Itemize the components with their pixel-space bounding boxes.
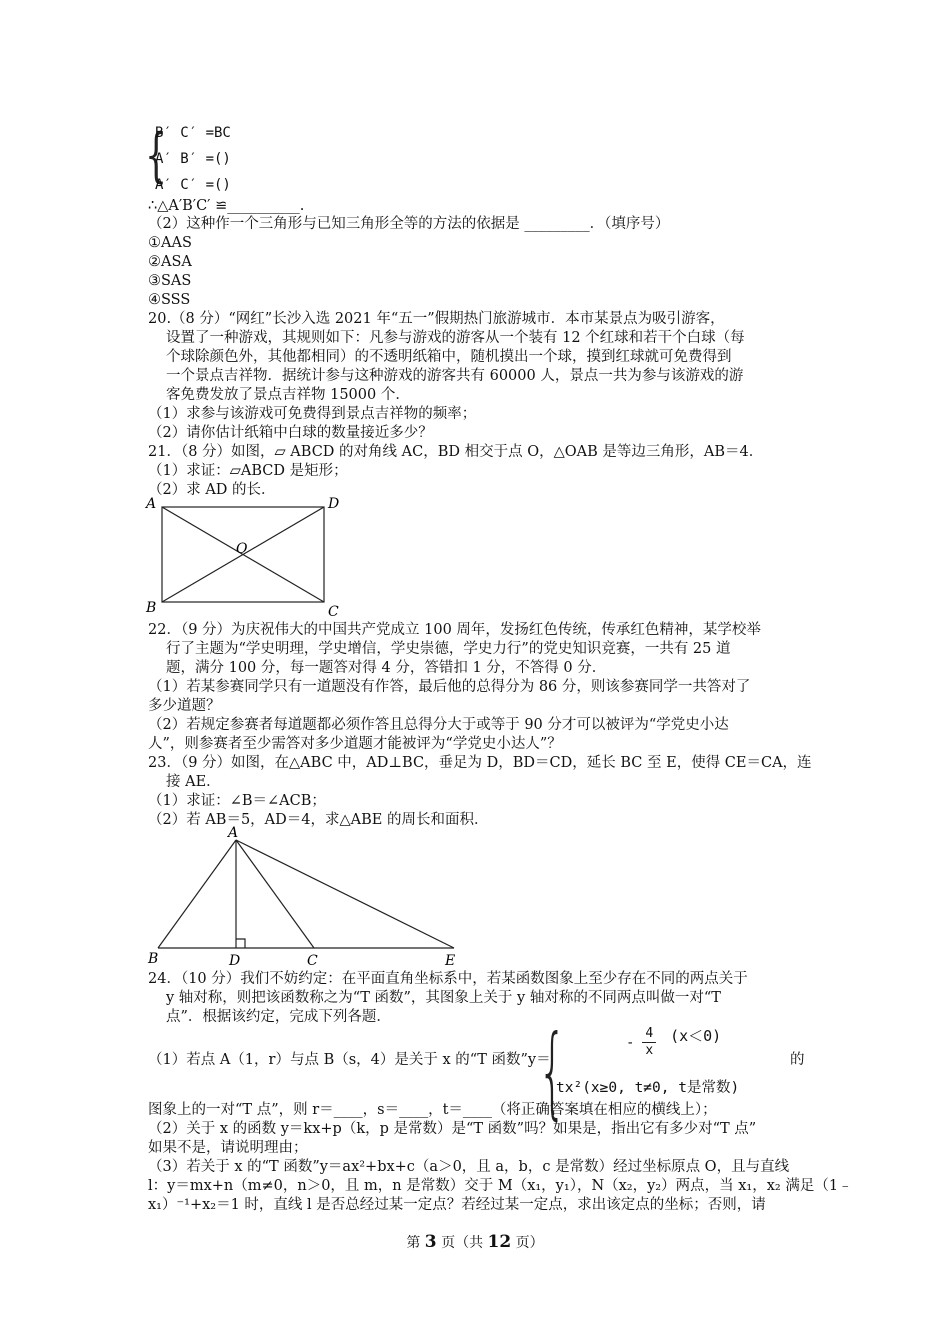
- q20-line-4: 一个景点吉祥物．据统计参与这种游戏的游客共有 60000 人，景点一共为参与该游戏的游: [166, 368, 744, 384]
- q24-part2-b: 如果不是，请说明理由；: [148, 1140, 308, 1156]
- label-d: D: [328, 496, 340, 512]
- label-c: C: [307, 953, 318, 969]
- q24-line-2: y 轴对称，则把该函数称之为“T 函数”，其图象上关于 y 轴对称的不同两点叫做一对“T: [166, 990, 721, 1006]
- q24-part1-a: （1）若点 A（1，r）与点 B（s，4）是关于 x 的“T 函数”y＝: [148, 1052, 551, 1068]
- system-line-2: A′ B′ =(): [155, 151, 231, 167]
- footer-page-number: 3: [424, 1232, 437, 1252]
- system-brace: {: [145, 121, 168, 189]
- label-b: B: [146, 600, 157, 616]
- q23-part2: （2）若 AB＝5，AD＝4，求△ABE 的周长和面积．: [148, 812, 489, 828]
- q22-part1-b: 多少道题？: [148, 698, 221, 714]
- option-2: ②ASA: [148, 254, 192, 270]
- case-2: tx²(x≥0, t≠0, t是常数): [556, 1080, 740, 1096]
- side-ae: [236, 840, 454, 948]
- label-o: O: [236, 541, 248, 557]
- q19-part2: （2）这种作一个三角形与已知三角形全等的方法的依据是 _________．（填序号）: [148, 216, 670, 232]
- q20-part1: （1）求参与该游戏可免费得到景点吉祥物的频率；: [148, 406, 477, 422]
- label-d: D: [229, 953, 241, 969]
- footer-total-pages: 12: [487, 1232, 512, 1252]
- label-a: A: [146, 496, 157, 512]
- q23-part1: （1）求证：∠B＝∠ACB；: [148, 793, 326, 809]
- q20-line-3: 个球除颜色外，其他都相同）的不透明纸箱中，随机摸出一个球，摸到红球就可免费得到: [166, 349, 732, 365]
- q24-part3-a: （3）若关于 x 的“T 函数”y＝ax²+bx+c（a＞0，且 a，b，c 是常数）经过坐标原点 O，且与直线: [148, 1159, 790, 1175]
- q22-line-2: 行了主题为“学史明理，学史增信，学史崇德，学史力行”的党史知识竞赛，一共有 25 道: [166, 641, 731, 657]
- q22-part1-a: （1）若某参赛同学只有一道题没有作答，最后他的总得分为 86 分，则该参赛同学一共答对了: [148, 679, 751, 695]
- q22-part2-b: 人”，则参赛者至少需答对多少道题才能被评为“学党史小达人”？: [148, 736, 562, 752]
- footer-pre: 第: [406, 1235, 425, 1251]
- option-1: ①AAS: [148, 235, 192, 251]
- q23-line-2: 接 AE．: [166, 774, 221, 790]
- footer-mid: 页（共: [436, 1235, 488, 1251]
- case-1: - $\frac{4}{x}$ (x＜0): [626, 1026, 722, 1058]
- q24-line-3: 点”．根据该约定，完成下列各题．: [166, 1009, 391, 1025]
- rectangle-figure: [140, 492, 350, 620]
- q22-part2-a: （2）若规定参赛者每道题都必须作答且总得分大于或等于 90 分才可以被评为“学党史小达: [148, 717, 729, 733]
- piecewise-brace: {: [538, 1013, 567, 1130]
- side-ac: [236, 840, 314, 948]
- q24-part3-b: l：y＝mx+n（m≠0，n＞0，且 m，n 是常数）交于 M（x₁，y₁），N（x₂，y₂）两点，当 x₁，x₂ 满足（1﹣: [148, 1178, 853, 1194]
- q20-part2: （2）请你估计纸箱中白球的数量接近多少？: [148, 425, 433, 441]
- option-3: ③SAS: [148, 273, 192, 289]
- case-1-numerator: 4: [642, 1026, 656, 1043]
- label-e: E: [445, 953, 456, 969]
- page-footer: [0, 1232, 950, 1252]
- q24-line-1: 24．（10 分）我们不妨约定：在平面直角坐标系中，若某函数图象上至少存在不同的两点关于: [148, 971, 748, 987]
- q24-part3-c: x₁）⁻¹+x₂＝1 时，直线 l 是否总经过某一定点？若经过某一定点，求出该定点的坐标；否则，请: [148, 1197, 766, 1213]
- q22-line-3: 题，满分 100 分，每一题答对得 4 分，答错扣 1 分，不答得 0 分．: [166, 660, 607, 676]
- case-1-condition: (x＜0): [670, 1026, 722, 1045]
- footer-post: 页）: [511, 1235, 544, 1251]
- q20-line-5: 客免费发放了景点吉祥物 15000 个．: [166, 387, 410, 403]
- q23-line-1: 23．（9 分）如图，在△ABC 中，AD⊥BC，垂足为 D，BD＝CD，延长 BC 至 E，使得 CE＝CA，连: [148, 755, 812, 771]
- q21-part2: （2）求 AD 的长．: [148, 482, 276, 498]
- q24-part2-a: （2）关于 x 的函数 y＝kx+p（k，p 是常数）是“T 函数”吗？如果是，指出它有多少对“T 点”: [148, 1121, 757, 1137]
- system-line-1: B′ C′ =BC: [155, 125, 231, 141]
- q20-line-2: 设置了一种游戏，其规则如下：凡参与游戏的游客从一个装有 12 个红球和若干个白球（每: [166, 330, 745, 346]
- option-4: ④SSS: [148, 292, 191, 308]
- label-c: C: [328, 604, 339, 620]
- label-b: B: [148, 951, 159, 967]
- label-a: A: [228, 825, 239, 841]
- q19-conclusion: ∴△A′B′C′ ≌__________.: [148, 198, 305, 214]
- q20-line-1: 20.（8 分）“网红”长沙入选 2021 年“五一”假期热门旅游城市．本市某景点为吸引游客，: [148, 311, 725, 327]
- case-1-denominator: x: [645, 1043, 654, 1058]
- side-ab: [158, 840, 236, 948]
- q22-line-1: 22．（9 分）为庆祝伟大的中国共产党成立 100 周年，发扬红色传统，传承红色精神，某学校举: [148, 622, 761, 638]
- q21-part1: （1）求证：▱ABCD 是矩形；: [148, 463, 348, 479]
- system-line-3: A′ C′ =(): [155, 177, 231, 193]
- triangle-figure: [140, 822, 470, 970]
- right-angle-mark: [236, 939, 245, 948]
- q21-line-1: 21．（8 分）如图，▱ ABCD 的对角线 AC，BD 相交于点 O，△OAB 是等边三角形，AB＝4．: [148, 444, 764, 460]
- q24-part1-b: 图象上的一对“T 点”，则 r＝____，s＝____，t＝____（将正确答案填在相应的横线上）；: [148, 1102, 717, 1118]
- q24-part1-de: 的: [790, 1052, 805, 1068]
